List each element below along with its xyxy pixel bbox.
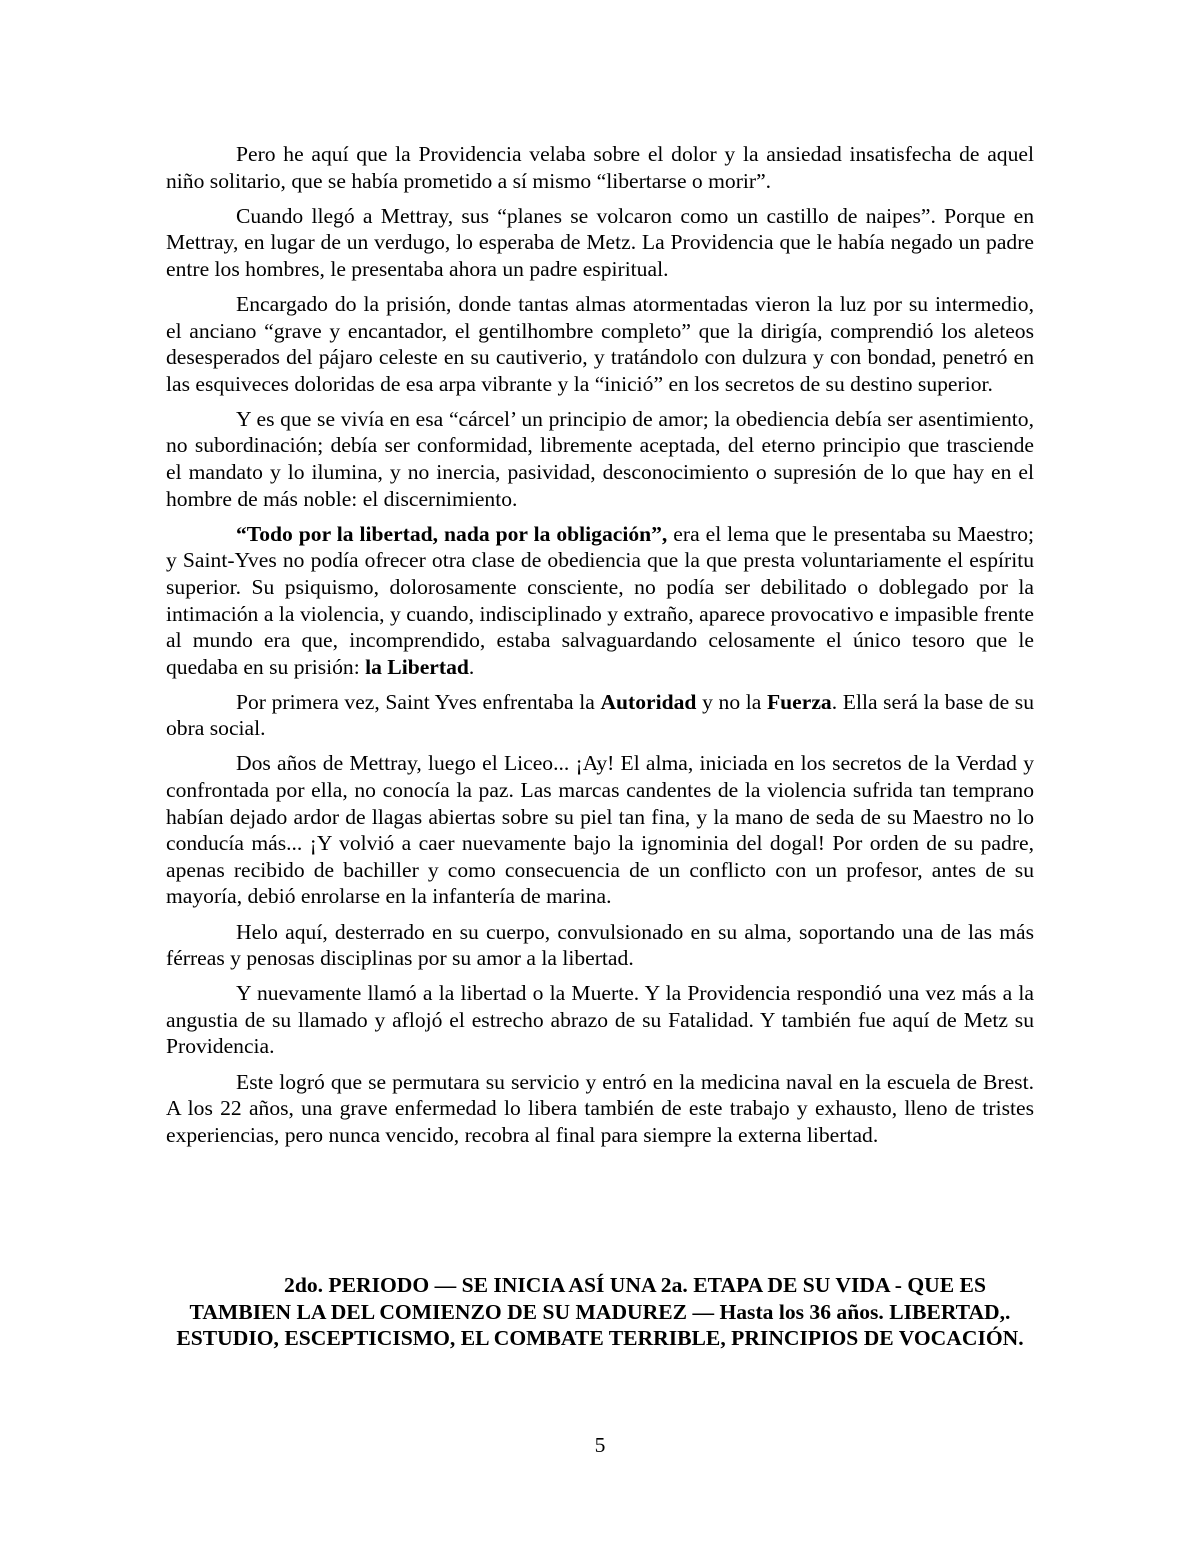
section-heading: 2do. PERIODO — SE INICIA ASÍ UNA 2a. ETAPA DE SU VIDA - QUE ES TAMBIEN LA DEL COMIENZO DE SU MADUREZ — Hasta los 36 años. LIBERTAD,. ESTUDIO, ESCEPTICISMO, EL COMBATE TERRIBLE, PRINCIPIOS DE VOCACIÓN. (176, 1273, 1024, 1351)
paragraph-2: Cuando llegó a Mettray, sus “planes se volcaron como un castillo de naipes”. Porque en Mettray, en lugar de un verdugo, lo esperaba de Metz. La Providencia que le había negado un padre entre los hombres, le presentaba ahora un padre espiritual. (166, 203, 1034, 281)
paragraph-5-end: . (468, 654, 475, 679)
paragraph-5-text: era el lema que le presentaba su Maestro; y Saint-Yves no podía ofrecer otra clase de obediencia que la que presta voluntariamente el espíritu superior. Su psiquismo, dolorosamente consciente, no podía ser debilitado o doblegado por la intimación a la violencia, y cuando, indisciplinado y extraño, aparece provocativo e impasible frente al mundo era que, incomprendido, estaba salvaguardando celosamente el único tesoro que le quedaba en su prisión: (166, 521, 1035, 679)
paragraph-10: Este logró que se permutara su servicio y entró en la medicina naval en la escuela de Brest. A los 22 años, una grave enfermedad lo libera también de este trabajo y exhausto, lleno de tristes experiencias, pero nunca vencido, recobra al final para siempre la externa libertad. (166, 1069, 1034, 1147)
paragraph-5 (166, 521, 1034, 681)
paragraph-7: Dos años de Mettray, luego el Liceo... ¡Ay! El alma, iniciada en los secretos de la Verdad y confrontada por ella, no conocía la paz. Las marcas candentes de la violencia sufrida tan temprano habían dejado ardor de llagas abiertas sobre su piel tan fina, y la mano de seda de su Maestro no lo conducía más... ¡Y volvió a caer nuevamente bajo la ignominia del dogal! Por orden de su padre, apenas recibido de bachiller y como consecuencia de un conflicto con un profesor, antes de su mayoría, debió enrolarse en la infantería de marina. (166, 751, 1034, 909)
paragraph-6-text-a: Por primera vez, Saint Yves enfrentaba la (236, 689, 601, 714)
fuerza-bold: Fuerza (766, 689, 832, 714)
paragraph-3: Encargado do la prisión, donde tantas almas atormentadas vieron la luz por su intermedio, el anciano “grave y encantador, el gentilhombre completo” que la dirigía, comprendió los aleteos desesperados del pájaro celeste en su cautiverio, y tratándolo con dulzura y con bondad, penetró en las esquiveces doloridas de esa arpa vibrante y la “inició” en los secretos de su destino superior. (166, 291, 1034, 396)
paragraph-6-text-c: . Ella será la base de su obra social. (166, 689, 1034, 741)
paragraph-1: Pero he aquí que la Providencia velaba sobre el dolor y la ansiedad insatisfecha de aquel niño solitario, que se había prometido a sí mismo “libertarse o morir”. (166, 142, 1034, 193)
paragraph-9: Y nuevamente llamó a la libertad o la Muerte. Y la Providencia respondió una vez más a la angustia de su llamado y aflojó el estrecho abrazo de su Fatalidad. Y también fue aquí de Metz su Providencia. (166, 981, 1034, 1059)
paragraph-6-text-b: y no la (696, 689, 767, 714)
autoridad-bold: Autoridad (600, 689, 697, 714)
body-text (166, 141, 1034, 1148)
motto-bold: “Todo por la libertad, nada por la obligación”, (236, 521, 668, 546)
paragraph-6 (166, 689, 1034, 742)
libertad-bold: la Libertad (365, 654, 469, 679)
page-number: 5 (594, 1433, 606, 1457)
paragraph-4: Y es que se vivía en esa “cárcel’ un principio de amor; la obediencia debía ser asentimiento, no subordinación; debía ser conformidad, libremente aceptada, del eterno principio que trasciende el mandato y lo ilumina, y no inercia, pasividad, desconocimiento o supresión de lo que hay en el hombre de más noble: el discernimiento. (166, 406, 1034, 511)
paragraph-8: Helo aquí, desterrado en su cuerpo, convulsionado en su alma, soportando una de las más férreas y penosas disciplinas por su amor a la libertad. (166, 919, 1034, 971)
